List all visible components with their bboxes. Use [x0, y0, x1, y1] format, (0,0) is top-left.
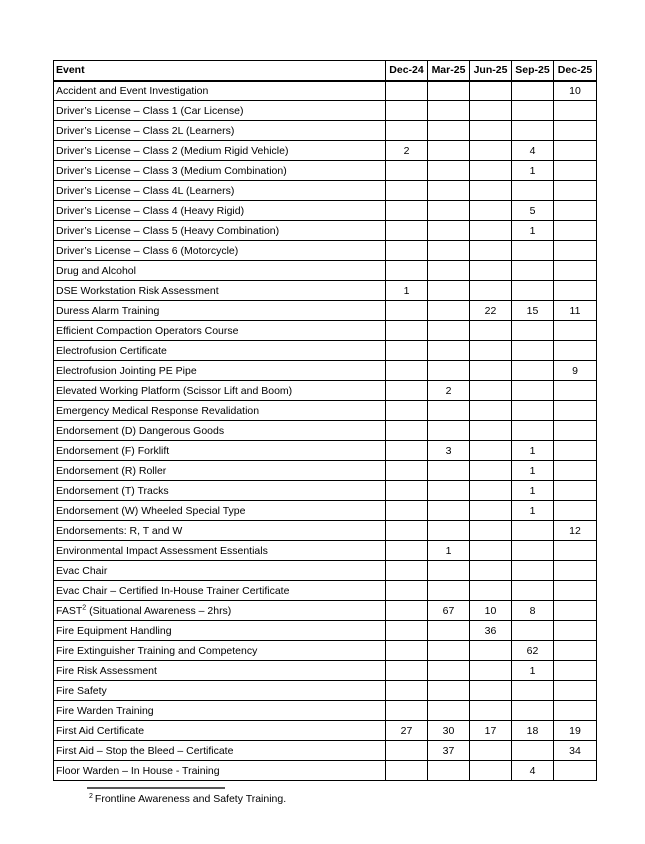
table-row: [54, 761, 597, 781]
event-name-cell: FAST$^2$ (Situational Awareness – 2hrs): [54, 601, 386, 621]
value-cell: [386, 261, 428, 281]
value-cell: [554, 221, 597, 241]
value-cell: [428, 101, 470, 121]
table-row: [54, 661, 597, 681]
value-cell: [512, 681, 554, 701]
value-cell: [428, 241, 470, 261]
value-cell: [428, 621, 470, 641]
value-cell: [386, 741, 428, 761]
value-cell: [470, 401, 512, 421]
value-cell: [512, 581, 554, 601]
value-cell: [470, 741, 512, 761]
value-cell: [386, 301, 428, 321]
table-row: [54, 341, 597, 361]
event-name-cell: Duress Alarm Training: [54, 301, 386, 321]
value-cell: 17: [470, 721, 512, 741]
value-cell: [428, 561, 470, 581]
value-cell: [470, 561, 512, 581]
table-row: [54, 141, 597, 161]
table-body: [54, 81, 597, 781]
table-row: [54, 361, 597, 381]
value-cell: [386, 521, 428, 541]
value-cell: [554, 761, 597, 781]
value-cell: [386, 561, 428, 581]
value-cell: [428, 501, 470, 521]
event-name-cell: First Aid – Stop the Bleed – Certificate: [54, 741, 386, 761]
value-cell: [512, 421, 554, 441]
value-cell: [554, 341, 597, 361]
event-name-cell: Endorsement (T) Tracks: [54, 481, 386, 501]
event-name-cell: First Aid Certificate: [54, 721, 386, 741]
event-name-cell: DSE Workstation Risk Assessment: [54, 281, 386, 301]
value-cell: 1: [512, 481, 554, 501]
value-cell: [512, 321, 554, 341]
value-cell: 27: [386, 721, 428, 741]
value-cell: [512, 81, 554, 101]
value-cell: [470, 201, 512, 221]
table-row: [54, 521, 597, 541]
value-cell: [554, 461, 597, 481]
value-cell: [512, 121, 554, 141]
value-cell: [512, 621, 554, 641]
value-cell: 12: [554, 521, 597, 541]
event-name-cell: Evac Chair: [54, 561, 386, 581]
value-cell: [386, 601, 428, 621]
value-cell: [386, 701, 428, 721]
event-name-cell: Electrofusion Certificate: [54, 341, 386, 361]
value-cell: [386, 641, 428, 661]
value-cell: [428, 521, 470, 541]
value-cell: 19: [554, 721, 597, 741]
table-row: [54, 741, 597, 761]
table-row: [54, 81, 597, 101]
value-cell: 1: [512, 501, 554, 521]
value-cell: [554, 681, 597, 701]
event-name-cell: Endorsement (F) Forklift: [54, 441, 386, 461]
value-cell: [428, 761, 470, 781]
value-cell: [554, 141, 597, 161]
value-cell: 8: [512, 601, 554, 621]
event-name-cell: Electrofusion Jointing PE Pipe: [54, 361, 386, 381]
value-cell: [512, 521, 554, 541]
table-row: [54, 441, 597, 461]
value-cell: 1: [512, 461, 554, 481]
value-cell: [512, 341, 554, 361]
value-cell: [512, 261, 554, 281]
value-cell: [428, 141, 470, 161]
value-cell: 5: [512, 201, 554, 221]
table-row: [54, 181, 597, 201]
table-row: [54, 621, 597, 641]
value-cell: [554, 561, 597, 581]
value-cell: [386, 381, 428, 401]
value-cell: [470, 121, 512, 141]
value-cell: [554, 421, 597, 441]
event-name-cell: Accident and Event Investigation: [54, 81, 386, 101]
value-cell: [470, 241, 512, 261]
value-cell: [470, 161, 512, 181]
value-cell: [386, 581, 428, 601]
table-row: [54, 501, 597, 521]
value-cell: [554, 261, 597, 281]
value-cell: [428, 321, 470, 341]
table-row: [54, 541, 597, 561]
value-cell: [428, 261, 470, 281]
value-cell: [428, 281, 470, 301]
footnote-separator: [87, 787, 225, 789]
event-name-cell: Elevated Working Platform (Scissor Lift and Boom): [54, 381, 386, 401]
event-name-cell: Fire Extinguisher Training and Competency: [54, 641, 386, 661]
value-cell: [554, 161, 597, 181]
value-cell: 62: [512, 641, 554, 661]
value-cell: [470, 181, 512, 201]
value-cell: [470, 221, 512, 241]
value-cell: [470, 481, 512, 501]
event-name-cell: Drug and Alcohol: [54, 261, 386, 281]
value-cell: [386, 621, 428, 641]
table-row: [54, 201, 597, 221]
value-cell: 9: [554, 361, 597, 381]
value-cell: [428, 661, 470, 681]
value-cell: 11: [554, 301, 597, 321]
value-cell: [386, 681, 428, 701]
value-cell: [554, 541, 597, 561]
value-cell: [554, 661, 597, 681]
event-name-cell: Driver’s License – Class 5 (Heavy Combination): [54, 221, 386, 241]
value-cell: [554, 241, 597, 261]
event-name-cell: Emergency Medical Response Revalidation: [54, 401, 386, 421]
value-cell: [428, 201, 470, 221]
value-cell: [470, 461, 512, 481]
value-cell: [470, 281, 512, 301]
value-cell: 4: [512, 761, 554, 781]
value-cell: [554, 581, 597, 601]
event-name-cell: Driver’s License – Class 1 (Car License): [54, 101, 386, 121]
table-row: [54, 481, 597, 501]
value-cell: [386, 761, 428, 781]
value-cell: [512, 701, 554, 721]
value-cell: [428, 221, 470, 241]
value-cell: 10: [554, 81, 597, 101]
value-cell: [470, 441, 512, 461]
value-cell: [554, 321, 597, 341]
value-cell: [386, 341, 428, 361]
value-cell: [554, 181, 597, 201]
value-cell: [428, 401, 470, 421]
table-row: [54, 401, 597, 421]
table-row: [54, 641, 597, 661]
value-cell: 34: [554, 741, 597, 761]
value-cell: 37: [428, 741, 470, 761]
event-name-cell: Floor Warden – In House - Training: [54, 761, 386, 781]
value-cell: [470, 341, 512, 361]
value-cell: [386, 501, 428, 521]
value-cell: [428, 641, 470, 661]
event-name-cell: Driver’s License – Class 4 (Heavy Rigid): [54, 201, 386, 221]
value-cell: [386, 661, 428, 681]
value-cell: [386, 401, 428, 421]
event-name-cell: Fire Equipment Handling: [54, 621, 386, 641]
training-events-table: [53, 60, 597, 781]
value-cell: [512, 281, 554, 301]
event-name-cell: Endorsement (D) Dangerous Goods: [54, 421, 386, 441]
footnote-reference: 2: [82, 604, 87, 611]
value-cell: [470, 661, 512, 681]
footnote: [89, 793, 286, 806]
value-cell: [554, 501, 597, 521]
table-row: [54, 101, 597, 121]
value-cell: [512, 401, 554, 421]
value-cell: 15: [512, 301, 554, 321]
header-date-cell: Sep-25: [512, 61, 554, 81]
value-cell: [386, 241, 428, 261]
value-cell: [512, 381, 554, 401]
table-row: [54, 561, 597, 581]
event-name-cell: Fire Safety: [54, 681, 386, 701]
header-event: Event: [54, 61, 386, 81]
event-name-cell: Fire Risk Assessment: [54, 661, 386, 681]
value-cell: [512, 241, 554, 261]
value-cell: [554, 101, 597, 121]
header-date-cell: Dec-25: [554, 61, 597, 81]
value-cell: [428, 681, 470, 701]
table-row: [54, 461, 597, 481]
value-cell: 67: [428, 601, 470, 621]
value-cell: 2: [428, 381, 470, 401]
value-cell: [428, 121, 470, 141]
value-cell: [470, 701, 512, 721]
value-cell: [554, 481, 597, 501]
value-cell: [512, 741, 554, 761]
value-cell: [428, 701, 470, 721]
value-cell: [428, 461, 470, 481]
event-name-cell: Evac Chair – Certified In-House Trainer Certificate: [54, 581, 386, 601]
footnote-text: Frontline Awareness and Safety Training.: [94, 793, 287, 805]
value-cell: [512, 361, 554, 381]
value-cell: 1: [512, 221, 554, 241]
value-cell: [428, 81, 470, 101]
table-row: [54, 721, 597, 741]
value-cell: [386, 321, 428, 341]
table-row: [54, 321, 597, 341]
value-cell: 10: [470, 601, 512, 621]
value-cell: 1: [386, 281, 428, 301]
value-cell: [428, 581, 470, 601]
value-cell: [386, 201, 428, 221]
value-cell: [428, 161, 470, 181]
value-cell: [470, 681, 512, 701]
value-cell: 4: [512, 141, 554, 161]
event-name-cell: Fire Warden Training: [54, 701, 386, 721]
value-cell: [512, 561, 554, 581]
value-cell: 1: [512, 441, 554, 461]
footnote-marker: 2: [89, 792, 93, 800]
table-row: [54, 161, 597, 181]
value-cell: [428, 181, 470, 201]
value-cell: [554, 701, 597, 721]
value-cell: 1: [428, 541, 470, 561]
event-name-cell: Efficient Compaction Operators Course: [54, 321, 386, 341]
value-cell: [386, 441, 428, 461]
value-cell: [470, 521, 512, 541]
value-cell: [428, 301, 470, 321]
value-cell: [470, 541, 512, 561]
table-row: [54, 381, 597, 401]
value-cell: [386, 221, 428, 241]
value-cell: 30: [428, 721, 470, 741]
value-cell: [386, 461, 428, 481]
table-row: [54, 681, 597, 701]
value-cell: [428, 341, 470, 361]
value-cell: [554, 381, 597, 401]
value-cell: [386, 421, 428, 441]
value-cell: [470, 581, 512, 601]
value-cell: [512, 541, 554, 561]
table-row: [54, 701, 597, 721]
value-cell: [554, 121, 597, 141]
value-cell: [470, 101, 512, 121]
value-cell: [386, 361, 428, 381]
table-row: [54, 581, 597, 601]
event-name-cell: Driver’s License – Class 2 (Medium Rigid Vehicle): [54, 141, 386, 161]
value-cell: [554, 641, 597, 661]
table-row: [54, 421, 597, 441]
value-cell: [554, 401, 597, 421]
value-cell: [428, 361, 470, 381]
value-cell: 1: [512, 161, 554, 181]
value-cell: [470, 501, 512, 521]
value-cell: [470, 361, 512, 381]
event-name-cell: Driver’s License – Class 2L (Learners): [54, 121, 386, 141]
table-row: [54, 301, 597, 321]
table-header-row: [54, 61, 597, 81]
event-name-cell: Driver’s License – Class 3 (Medium Combination): [54, 161, 386, 181]
event-name-cell: Environmental Impact Assessment Essentials: [54, 541, 386, 561]
table-row: [54, 601, 597, 621]
table-row: [54, 261, 597, 281]
value-cell: 2: [386, 141, 428, 161]
value-cell: [428, 481, 470, 501]
value-cell: [554, 601, 597, 621]
value-cell: [386, 481, 428, 501]
event-name-cell: Endorsement (W) Wheeled Special Type: [54, 501, 386, 521]
value-cell: [386, 541, 428, 561]
value-cell: [470, 421, 512, 441]
header-date-cell: Dec-24: [386, 61, 428, 81]
value-cell: 36: [470, 621, 512, 641]
value-cell: 18: [512, 721, 554, 741]
value-cell: 1: [512, 661, 554, 681]
value-cell: [386, 121, 428, 141]
value-cell: [470, 261, 512, 281]
value-cell: [386, 181, 428, 201]
value-cell: [470, 81, 512, 101]
value-cell: [512, 101, 554, 121]
value-cell: [554, 201, 597, 221]
table-row: [54, 221, 597, 241]
value-cell: [554, 621, 597, 641]
value-cell: [386, 101, 428, 121]
value-cell: [554, 441, 597, 461]
header-date-cell: Jun-25: [470, 61, 512, 81]
table-row: [54, 281, 597, 301]
event-name-cell: Endorsement (R) Roller: [54, 461, 386, 481]
value-cell: [470, 141, 512, 161]
value-cell: [470, 761, 512, 781]
value-cell: 3: [428, 441, 470, 461]
table-row: [54, 121, 597, 141]
value-cell: [554, 281, 597, 301]
event-name-cell: Endorsements: R, T and W: [54, 521, 386, 541]
event-name-cell: Driver’s License – Class 4L (Learners): [54, 181, 386, 201]
table-row: [54, 241, 597, 261]
value-cell: [428, 421, 470, 441]
header-date-cell: Mar-25: [428, 61, 470, 81]
event-name-cell: Driver’s License – Class 6 (Motorcycle): [54, 241, 386, 261]
value-cell: [470, 641, 512, 661]
value-cell: [512, 181, 554, 201]
value-cell: [470, 381, 512, 401]
value-cell: [386, 81, 428, 101]
value-cell: 22: [470, 301, 512, 321]
value-cell: [386, 161, 428, 181]
value-cell: [470, 321, 512, 341]
